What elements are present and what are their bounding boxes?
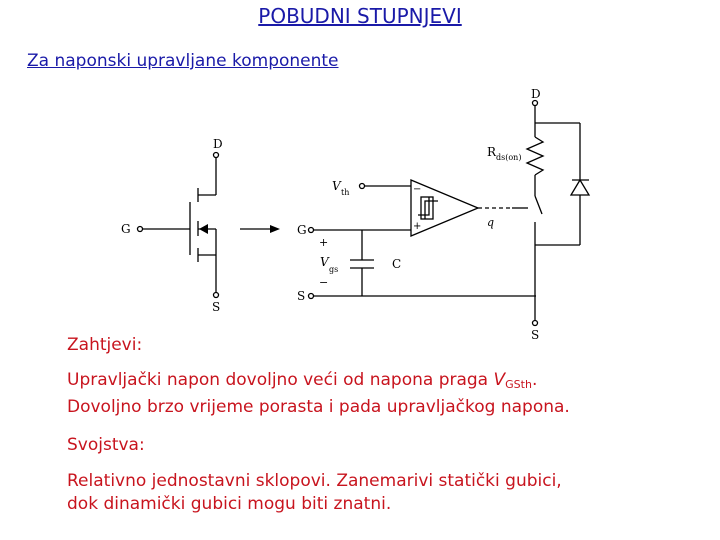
resistor-label: R (487, 145, 497, 159)
vgs-plus-sign: + (319, 236, 329, 249)
mosfet-source-label: S (212, 300, 221, 314)
mosfet-arrow (199, 224, 208, 234)
requirements-heading: Zahtjevi: (67, 335, 143, 355)
mosfet-gate-label: G (121, 222, 131, 236)
capacitor (350, 230, 374, 296)
requirements-body (67, 369, 570, 419)
circuit-gate-label: G (297, 223, 307, 237)
properties-line1: Relativno jednostavni sklopovi. Zanemarivi statički gubici, (67, 471, 562, 491)
properties-heading: Svojstva: (67, 435, 145, 455)
comparator-minus: − (413, 184, 422, 195)
requirements-line2: Dovoljno brzo vrijeme porasta i pada upravljačkog napona. (67, 397, 570, 417)
circuit-drain-label: D (531, 87, 541, 101)
circuit-drain-source-label: S (531, 328, 540, 340)
page-subtitle: Za naponski upravljane komponente (27, 51, 339, 71)
vth-subscript: th (341, 188, 350, 197)
vth-label: V (332, 179, 341, 193)
vgsth-subscript: GSth (505, 378, 532, 391)
circuit-source-label: S (297, 289, 306, 303)
comparator-plus: + (413, 221, 422, 232)
vgsth-symbol: V (493, 370, 506, 390)
switch-q-label: q (487, 216, 495, 229)
page-title: POBUDNI STUPNJEVI (258, 4, 462, 28)
requirements-line1-end: . (531, 370, 538, 390)
vgs-subscript: gs (329, 265, 339, 274)
comparator (411, 180, 528, 236)
transform-arrow (240, 225, 280, 233)
switch-branch (527, 101, 543, 326)
properties-line2: dok dinamički gubici mogu biti znatni. (67, 494, 392, 514)
capacitor-label: C (392, 257, 402, 271)
properties-body (67, 470, 562, 516)
vgs-label: V (320, 255, 329, 269)
requirements-line1: Upravljački napon dovoljno veći od napona praga (67, 370, 494, 390)
resistor-subscript: ds(on) (496, 153, 522, 162)
mosfet-drain-label: D (213, 137, 223, 151)
vgs-minus-sign: − (319, 276, 329, 289)
